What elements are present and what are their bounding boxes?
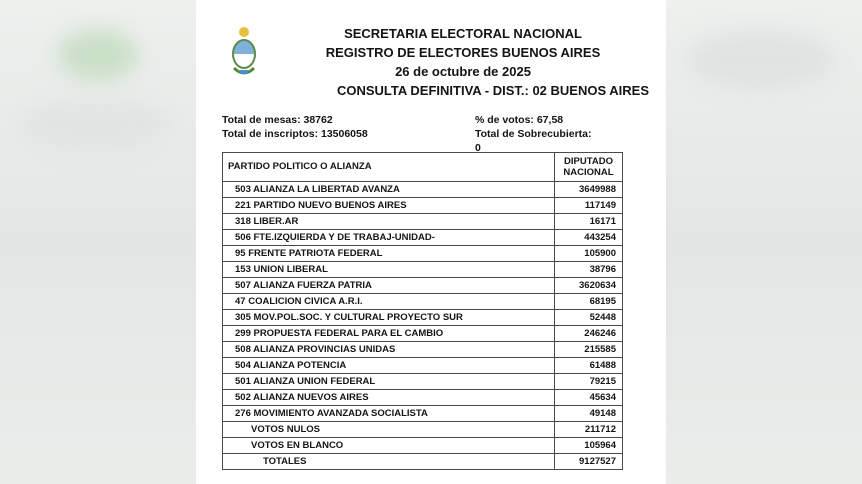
column-header-line2: NACIONAL (563, 167, 614, 178)
results-document (196, 0, 666, 484)
table-row (223, 214, 623, 230)
party-votes: 45634 (555, 390, 623, 406)
table-row (223, 262, 623, 278)
sobrecubierta-value: 0 (475, 142, 481, 154)
party-votes: 443254 (555, 230, 623, 246)
party-name: 305 MOV.POL.SOC. Y CULTURAL PROYECTO SUR (223, 310, 555, 326)
party-name: 95 FRENTE PATRIOTA FEDERAL (223, 246, 555, 262)
column-header-line1: DIPUTADO (564, 156, 613, 167)
party-votes: 246246 (555, 326, 623, 342)
results-table (222, 152, 623, 470)
party-name: 153 UNION LIBERAL (223, 262, 555, 278)
table-header-row (223, 153, 623, 182)
party-name: 506 FTE.IZQUIERDA Y DE TRABAJ-UNIDAD- (223, 230, 555, 246)
party-name: 503 ALIANZA LA LIBERTAD AVANZA (223, 182, 555, 198)
header-consulta: CONSULTA DEFINITIVA - DIST.: 02 BUENOS AIRES (336, 83, 650, 98)
party-name: 507 ALIANZA FUERZA PATRIA (223, 278, 555, 294)
party-name: 276 MOVIMIENTO AVANZADA SOCIALISTA (223, 406, 555, 422)
votos-nulos-label: VOTOS NULOS (223, 422, 555, 438)
party-votes: 16171 (555, 214, 623, 230)
summary-left (222, 113, 368, 141)
header-title: SECRETARIA ELECTORAL NACIONAL (344, 26, 582, 41)
party-name: 508 ALIANZA PROVINCIAS UNIDAS (223, 342, 555, 358)
votos-blanco-label: VOTOS EN BLANCO (223, 438, 555, 454)
summary-right (475, 113, 635, 155)
party-votes: 215585 (555, 342, 623, 358)
party-name: 502 ALIANZA NUEVOS AIRES (223, 390, 555, 406)
table-row (223, 198, 623, 214)
party-votes: 52448 (555, 310, 623, 326)
totales-value: 9127527 (555, 454, 623, 470)
blurred-text-shape (686, 30, 836, 90)
table-row (223, 342, 623, 358)
table-row (223, 294, 623, 310)
party-votes: 117149 (555, 198, 623, 214)
column-header-diputado (555, 153, 623, 182)
table-row (223, 310, 623, 326)
blurred-text-shape (20, 100, 170, 150)
header-subtitle: REGISTRO DE ELECTORES BUENOS AIRES (325, 45, 601, 60)
table-row (223, 326, 623, 342)
total-inscriptos: Total de inscriptos: 13506058 (222, 128, 368, 140)
total-mesas: Total de mesas: 38762 (222, 114, 333, 126)
table-row (223, 246, 623, 262)
blurred-background-left (0, 0, 196, 484)
party-votes: 38796 (555, 262, 623, 278)
column-header-party: PARTIDO POLITICO O ALIANZA (223, 153, 555, 182)
party-votes: 68195 (555, 294, 623, 310)
table-row (223, 406, 623, 422)
table-row (223, 182, 623, 198)
header-date: 26 de octubre de 2025 (395, 64, 531, 79)
party-name: 501 ALIANZA UNION FEDERAL (223, 374, 555, 390)
party-name: 47 COALICION CIVICA A.R.I. (223, 294, 555, 310)
votos-percentage: % de votos: 67,58 (475, 114, 564, 126)
table-row (223, 358, 623, 374)
party-votes: 61488 (555, 358, 623, 374)
table-row (223, 230, 623, 246)
party-name: 504 ALIANZA POTENCIA (223, 358, 555, 374)
table-row (223, 390, 623, 406)
party-name: 299 PROPUESTA FEDERAL PARA EL CAMBIO (223, 326, 555, 342)
party-votes: 79215 (555, 374, 623, 390)
table-row (223, 374, 623, 390)
table-row (223, 278, 623, 294)
votos-blanco-row (223, 438, 623, 454)
votos-nulos-row (223, 422, 623, 438)
party-name: 318 LIBER.AR (223, 214, 555, 230)
blurred-emblem-shape (58, 30, 138, 80)
party-votes: 3649988 (555, 182, 623, 198)
document-header (196, 24, 666, 100)
party-votes: 49148 (555, 406, 623, 422)
sobrecubierta-label: Total de Sobrecubierta: (475, 128, 592, 140)
party-votes: 105900 (555, 246, 623, 262)
party-name: 221 PARTIDO NUEVO BUENOS AIRES (223, 198, 555, 214)
party-votes: 3620634 (555, 278, 623, 294)
totales-row (223, 454, 623, 470)
blurred-background-right (666, 0, 862, 484)
totales-label: TOTALES (223, 454, 555, 470)
votos-blanco-value: 105964 (555, 438, 623, 454)
votos-nulos-value: 211712 (555, 422, 623, 438)
